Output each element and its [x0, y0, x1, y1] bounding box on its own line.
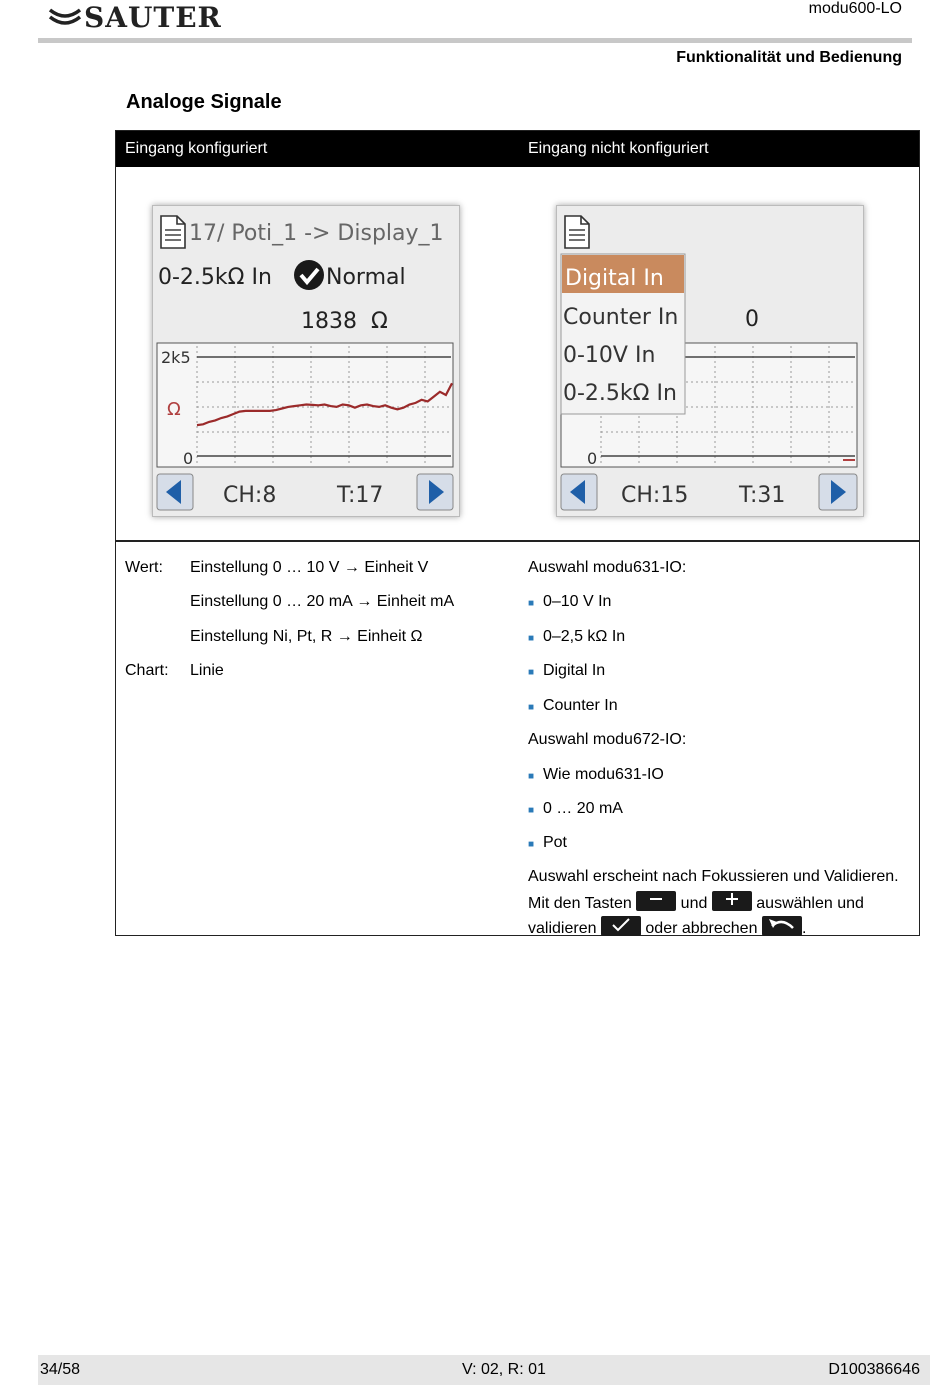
chart-value: Linie: [190, 662, 224, 679]
y-axis-min-label: 0: [183, 449, 194, 468]
column-header-configured: Eingang konfiguriert: [125, 140, 268, 157]
time-label: T:17: [337, 483, 384, 508]
sauter-wave-icon: [48, 4, 82, 30]
document-id: D100386646: [828, 1361, 920, 1378]
trend-chart: [157, 343, 453, 468]
list-item: ■ 0–2,5 kΩ In: [528, 628, 626, 645]
version-info: V: 02, R: 01: [462, 1361, 546, 1378]
screen-configured: [152, 205, 460, 517]
bullet-icon: ■: [528, 598, 535, 609]
channel-label: CH:15: [621, 483, 689, 508]
menu-item-0-10v-in[interactable]: 0-10V In: [563, 343, 656, 368]
row-divider: [116, 540, 919, 542]
note-line: Mit den Tasten und auswählen und: [528, 891, 864, 913]
page-footer: [38, 1355, 930, 1385]
list-item: ■ Digital In: [528, 662, 606, 679]
wert-label: Wert:: [125, 559, 163, 576]
list-item: ■ 0–10 V In: [528, 593, 612, 610]
wert-line: Einstellung 0 … 10 V → Einheit V: [190, 559, 429, 576]
bullet-icon: ■: [528, 839, 535, 850]
measured-unit: Ω: [371, 309, 388, 334]
screen-title: 17/ Poti_1 -> Display_1: [189, 221, 444, 246]
y-axis-unit-label: Ω: [167, 399, 181, 420]
document-icon: [161, 216, 185, 248]
measured-value: 1838: [301, 309, 357, 334]
y-axis-max-label: 2k5: [161, 348, 191, 367]
time-label: T:31: [739, 483, 786, 508]
menu-item-digital-in[interactable]: Digital In: [565, 266, 664, 291]
menu-item-0-2-5k-in[interactable]: 0-2.5kΩ In: [563, 381, 677, 406]
page-number: 34/58: [40, 1361, 81, 1378]
table-header: [116, 131, 919, 167]
document-icon: [565, 216, 589, 248]
list-item: ■ Counter In: [528, 697, 618, 714]
list-item: ■ Pot: [528, 834, 567, 851]
modu672-heading: Auswahl modu672-IO:: [528, 731, 687, 748]
back-key-icon: [762, 916, 802, 936]
input-type-menu[interactable]: [561, 254, 685, 414]
minus-key-icon: [636, 891, 676, 911]
section-header: Funktionalität und Bedienung: [676, 49, 902, 66]
modu631-heading: Auswahl modu631-IO:: [528, 559, 687, 576]
y-axis-min-label: 0: [587, 449, 598, 468]
plus-key-icon: [712, 891, 752, 911]
next-channel-button[interactable]: [819, 474, 857, 510]
sauter-logo: [48, 2, 222, 32]
status-check-icon: [294, 260, 324, 290]
bullet-icon: ■: [528, 805, 535, 816]
screen-not-configured: [556, 205, 864, 517]
signals-table: [115, 130, 920, 936]
measured-value: 0: [745, 307, 759, 332]
list-item: ■ Wie modu631-IO: [528, 766, 664, 783]
channel-label: CH:8: [223, 483, 277, 508]
menu-item-counter-in[interactable]: Counter In: [563, 305, 679, 330]
header-divider: [38, 38, 912, 43]
column-header-not-configured: Eingang nicht konfiguriert: [528, 140, 709, 157]
wert-line: Einstellung 0 … 20 mA → Einheit mA: [190, 593, 455, 610]
bullet-icon: ■: [528, 771, 535, 782]
next-channel-button[interactable]: [417, 474, 453, 510]
status-text: Normal: [326, 265, 406, 290]
document-code: modu600-LO: [808, 0, 902, 17]
list-item: ■ 0 … 20 mA: [528, 800, 623, 817]
prev-channel-button[interactable]: [157, 474, 193, 510]
note-line: validieren oder abbrechen .: [528, 916, 806, 938]
bullet-icon: ■: [528, 667, 535, 678]
input-mode: 0-2.5kΩ In: [158, 265, 272, 290]
chart-label: Chart:: [125, 662, 169, 679]
bullet-icon: ■: [528, 633, 535, 644]
note-line: Auswahl erscheint nach Fokussieren und Validieren.: [528, 868, 899, 885]
wert-line: Einstellung Ni, Pt, R → Einheit Ω: [190, 628, 423, 645]
check-key-icon: [601, 916, 641, 936]
logo-text: SAUTER: [84, 0, 222, 34]
bullet-icon: ■: [528, 702, 535, 713]
prev-channel-button[interactable]: [561, 474, 597, 510]
page-title: Analoge Signale: [126, 91, 282, 113]
